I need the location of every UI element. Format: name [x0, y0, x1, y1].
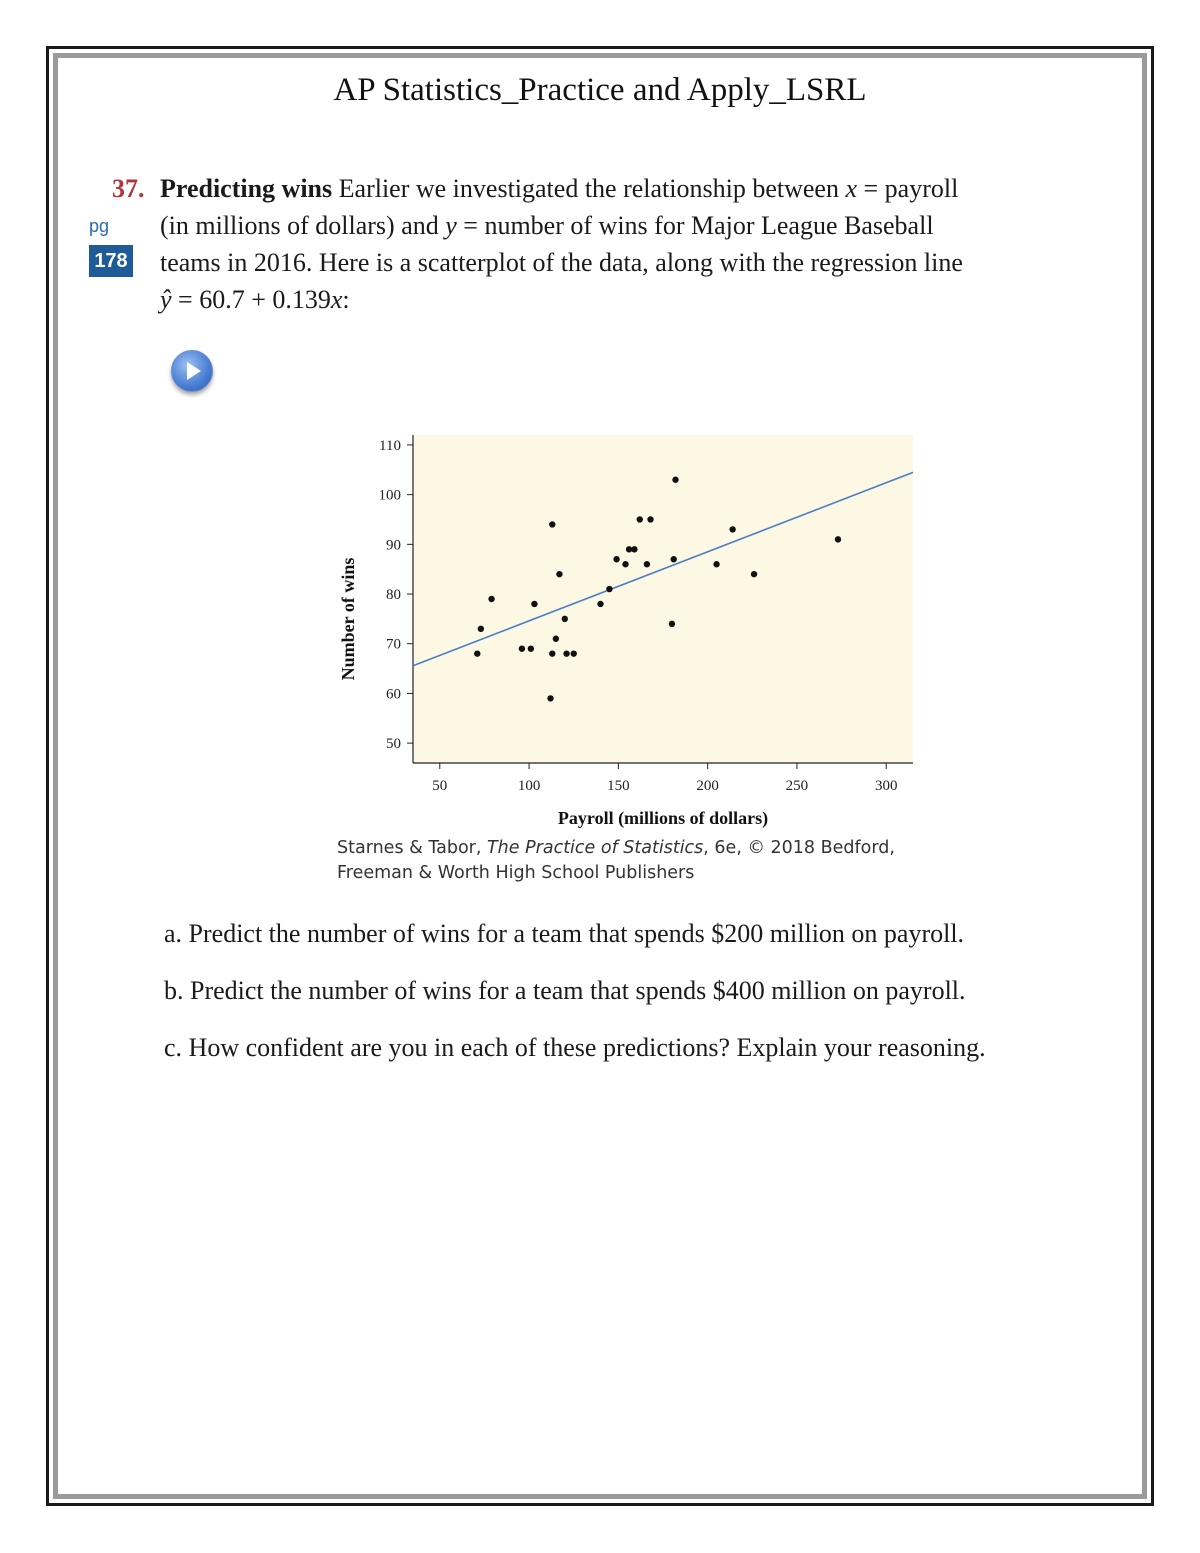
data-point [647, 516, 653, 522]
data-point [563, 650, 569, 656]
problem-text: = number of wins for Major League Baseball [456, 211, 934, 240]
x-tick-label: 300 [874, 778, 898, 794]
data-point [644, 561, 650, 567]
regression-equation [160, 285, 350, 315]
data-point [549, 650, 555, 656]
x-axis-label: Payroll (millions of dollars) [557, 808, 769, 828]
data-point [622, 561, 628, 567]
scatterplot-chart [330, 428, 930, 833]
play-icon [172, 351, 212, 391]
data-point [713, 561, 719, 567]
data-point [547, 695, 553, 701]
data-point [519, 645, 525, 651]
figure-credit-line-2: Freeman & Worth High School Publishers [337, 863, 695, 883]
problem-line-2 [160, 211, 934, 241]
page-title: AP Statistics_Practice and Apply_LSRL [333, 72, 867, 108]
x-tick-label: 150 [607, 778, 630, 794]
data-point [556, 571, 562, 577]
data-point [613, 556, 619, 562]
data-point [729, 526, 735, 532]
data-point [606, 586, 612, 592]
data-point [553, 636, 559, 642]
page-reference-label: pg [89, 216, 110, 236]
y-axis-label: Number of wins [338, 557, 358, 681]
problem-number: 37. [112, 174, 145, 203]
y-tick-label: 100 [378, 487, 401, 504]
y-tick-label: 110 [379, 437, 401, 454]
question-c: c. How confident are you in each of these predictions? Explain your reasoning. [164, 1033, 986, 1062]
data-point [562, 616, 568, 622]
x-tick-label: 50 [432, 778, 448, 794]
data-point [751, 571, 757, 577]
variable-x: x [845, 174, 857, 203]
problem-text: (in millions of dollars) and [160, 211, 446, 240]
question-b: b. Predict the number of wins for a team that spends $400 million on payroll. [164, 976, 966, 1005]
data-point [531, 601, 537, 607]
problem-line-1 [160, 174, 958, 204]
data-point [835, 536, 841, 542]
equation-end: : [342, 285, 350, 314]
data-point [488, 596, 494, 602]
problem-line-3: teams in 2016. Here is a scatterplot of the data, along with the regression line [160, 248, 963, 277]
problem-text: Earlier we investigated the relationship between [332, 174, 846, 203]
data-point [474, 650, 480, 656]
data-point [597, 601, 603, 607]
question-a: a. Predict the number of wins for a team that spends $200 million on payroll. [164, 919, 965, 948]
equation-yhat: ŷ [160, 285, 172, 314]
y-tick-label: 90 [386, 537, 401, 554]
problem-title: Predicting wins [160, 174, 333, 203]
data-point [478, 626, 484, 632]
play-video-button[interactable] [171, 350, 213, 392]
data-point [672, 477, 678, 483]
y-tick-label: 70 [386, 636, 401, 653]
data-point [669, 621, 675, 627]
credit-text: , 6e, © 2018 Bedford, [703, 838, 895, 858]
data-point [637, 516, 643, 522]
data-point [528, 645, 534, 651]
x-tick-label: 250 [785, 778, 809, 794]
plot-area [413, 435, 913, 763]
problem-text: = payroll [857, 174, 959, 203]
y-tick-label: 50 [386, 736, 401, 753]
data-point [671, 556, 677, 562]
data-point [631, 546, 637, 552]
variable-y: y [445, 211, 457, 240]
figure-credit-line-1 [337, 838, 895, 858]
page-reference-badge[interactable]: 178 [89, 245, 133, 277]
x-tick-label: 100 [517, 778, 541, 794]
credit-book-title: The Practice of Statistics [486, 838, 704, 858]
x-tick-label: 200 [696, 778, 719, 794]
credit-text: Starnes & Tabor, [337, 838, 487, 858]
y-tick-label: 60 [386, 686, 401, 703]
y-tick-label: 80 [386, 587, 401, 604]
equation-variable: x [330, 285, 343, 314]
data-point [571, 650, 577, 656]
data-point [549, 521, 555, 527]
equation-body: = 60.7 + 0.139 [171, 285, 331, 314]
